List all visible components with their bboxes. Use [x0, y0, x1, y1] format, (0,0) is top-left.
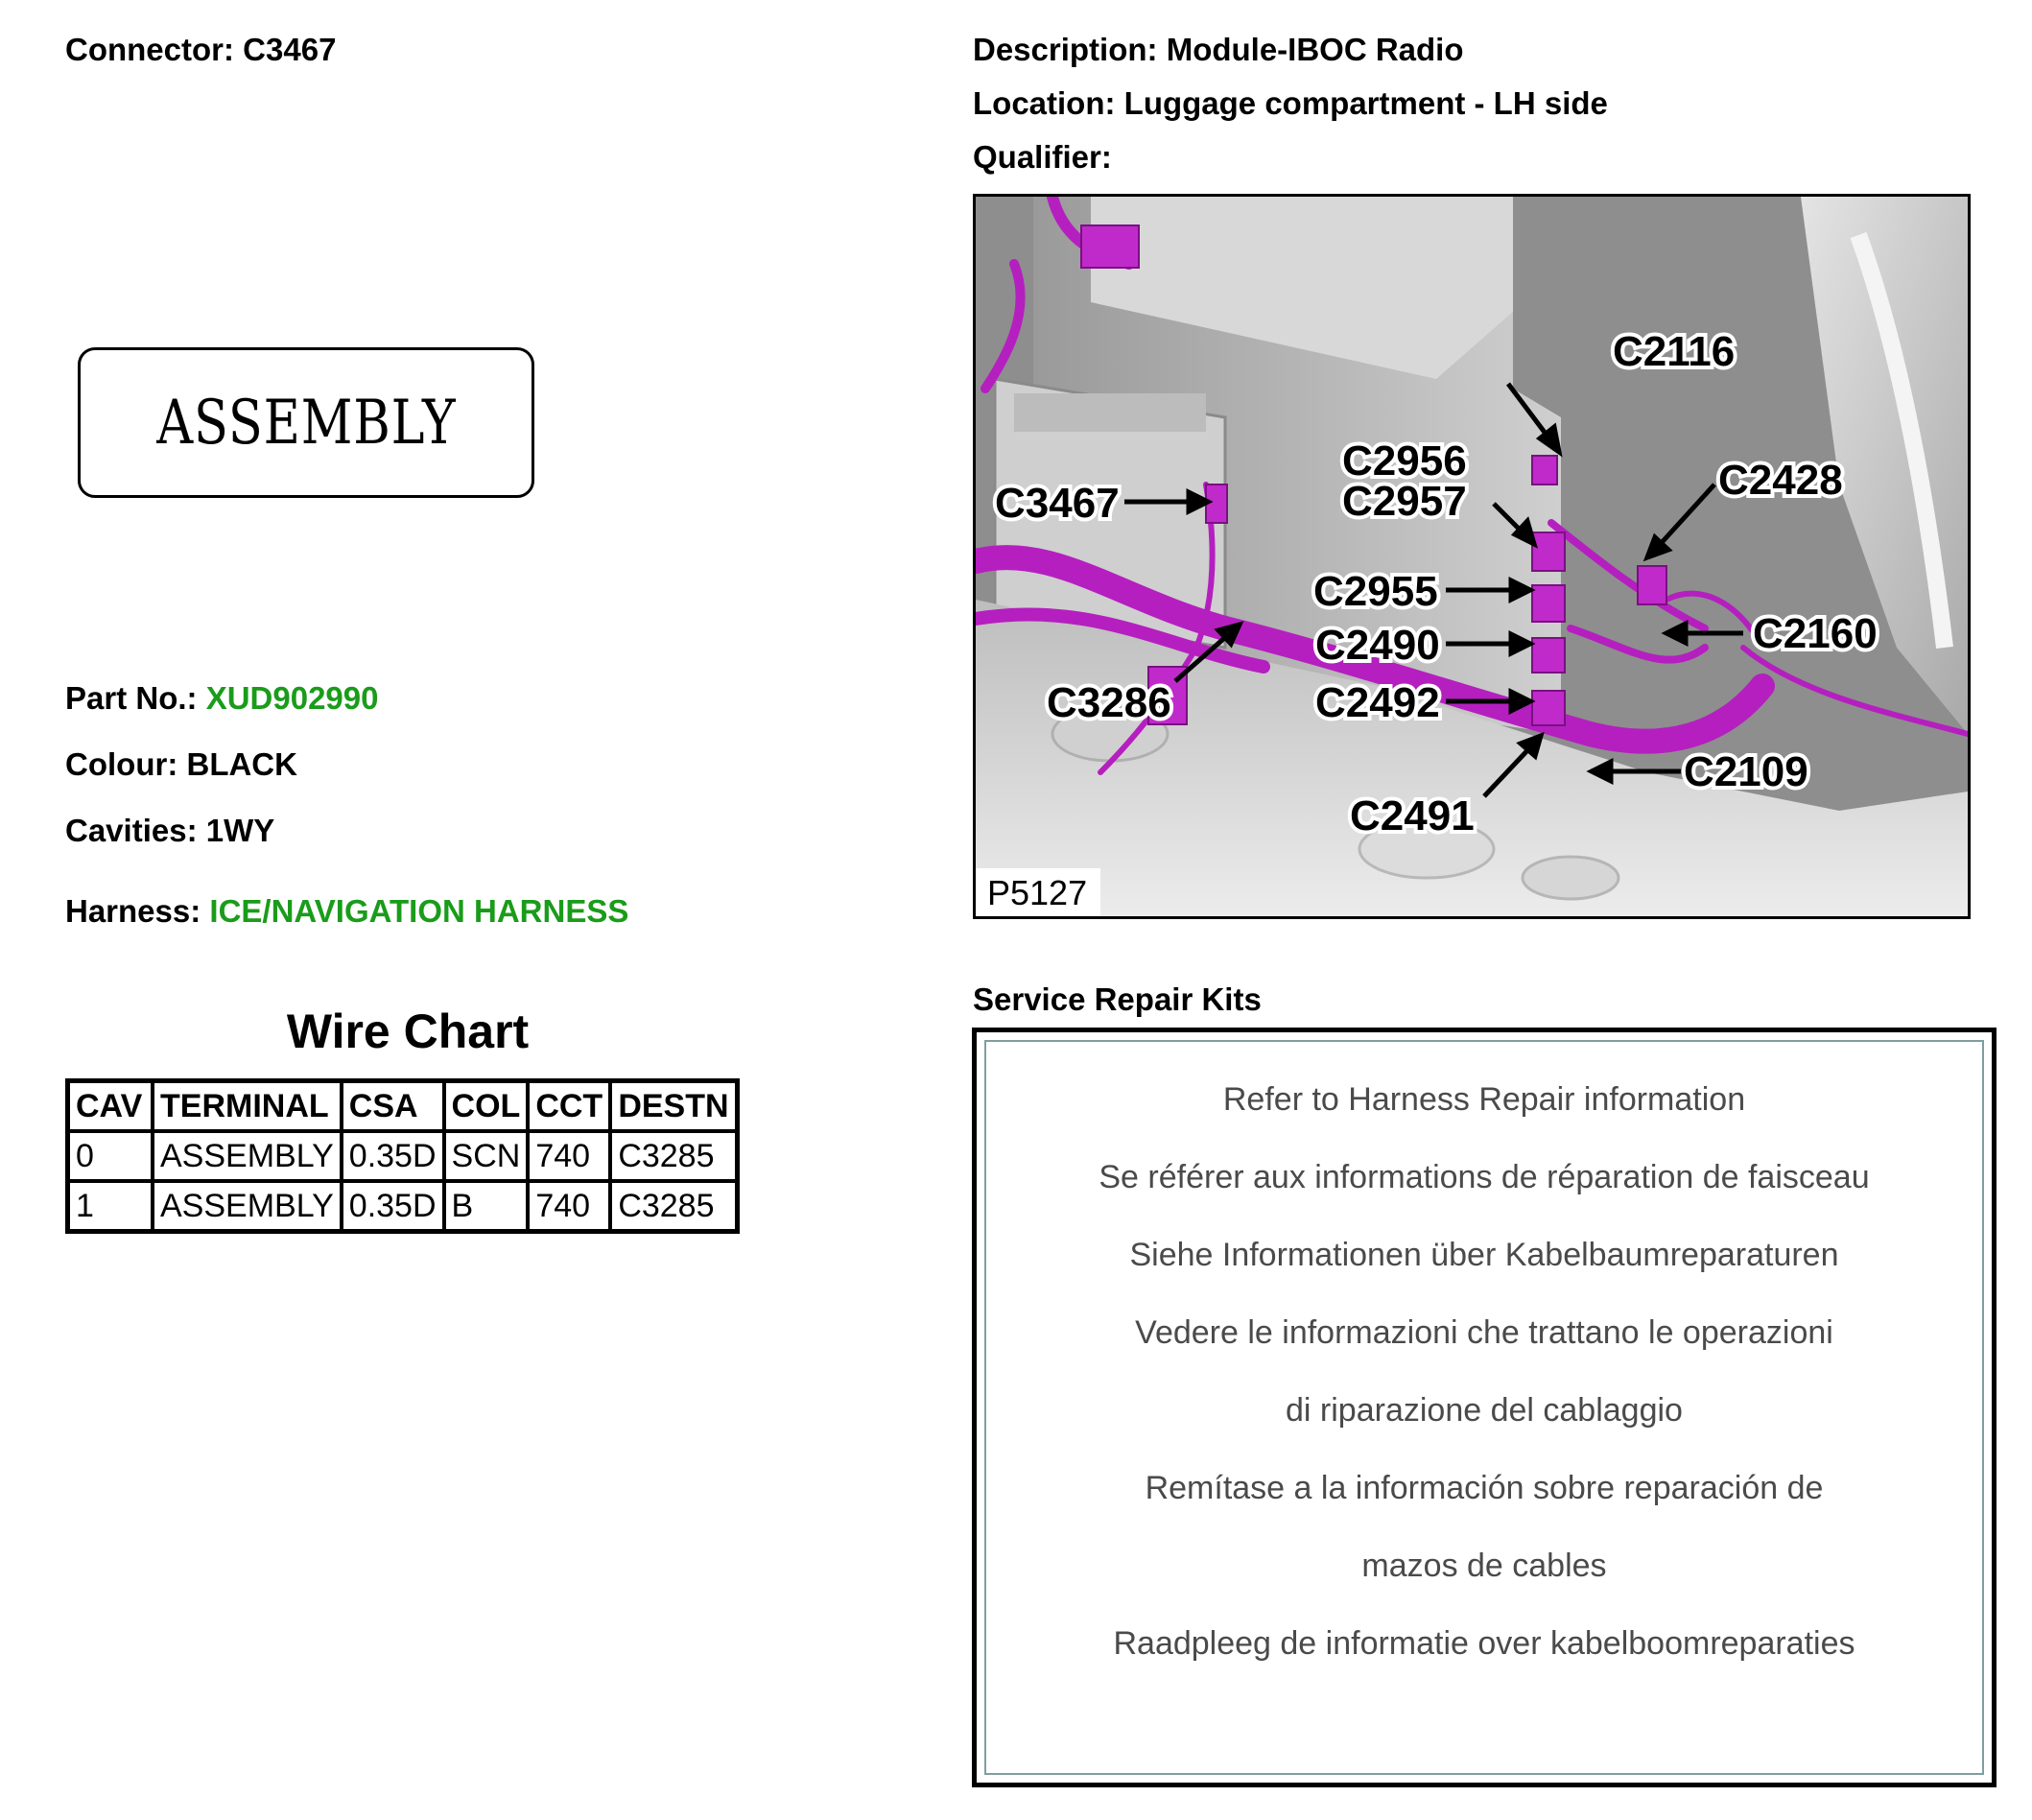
kit-line-dutch: Raadpleeg de informatie over kabelboomreparaties: [1113, 1625, 1855, 1662]
column-header-cct: CCT: [528, 1081, 610, 1132]
column-header-terminal: TERMINAL: [153, 1081, 342, 1132]
column-header-cav: CAV: [68, 1081, 154, 1132]
image-reference-code: P5127: [987, 873, 1088, 912]
colour-value: BLACK: [186, 746, 297, 782]
connector-face: [78, 347, 534, 498]
column-header-csa: CSA: [342, 1081, 444, 1132]
table-row: [68, 1181, 738, 1232]
location-value: Luggage compartment - LH side: [1123, 85, 1608, 121]
qualifier-label: Qualifier:: [973, 139, 1112, 175]
kit-line-italian-1: Vedere le informazioni che trattano le operazioni: [1135, 1314, 1833, 1351]
cell-terminal: ASSEMBLY: [153, 1181, 342, 1232]
callout-c2491: C2491: [1350, 792, 1475, 839]
cavities-value: 1WY: [205, 813, 275, 848]
cell-destn: C3285: [610, 1181, 737, 1232]
wire-chart-table: [65, 1078, 740, 1234]
location-line: [973, 84, 1608, 123]
colour-line: [65, 745, 297, 784]
location-label: Location:: [973, 85, 1116, 121]
harness-value: ICE/NAVIGATION HARNESS: [209, 893, 629, 929]
callout-c2957: C2957: [1342, 478, 1467, 525]
harness-label: Harness:: [65, 893, 201, 929]
qualifier-line: [973, 138, 1112, 177]
table-row: [68, 1131, 738, 1181]
column-header-col: COL: [444, 1081, 529, 1132]
description-line: [973, 31, 1464, 69]
module-connector-block: [1014, 393, 1206, 432]
kit-line-french: Se référer aux informations de réparation de faisceau: [1099, 1159, 1870, 1195]
cell-col: SCN: [444, 1131, 529, 1181]
cell-destn: C3285: [610, 1131, 737, 1181]
callout-c2116: C2116: [1613, 328, 1736, 375]
part-number-label: Part No.:: [65, 680, 198, 716]
wire-chart-title: Wire Chart: [286, 1005, 530, 1058]
cavities-label: Cavities:: [65, 813, 198, 848]
description-value: Module-IBOC Radio: [1166, 32, 1464, 67]
part-number-value: XUD902990: [205, 680, 379, 716]
callout-c2955: C2955: [1313, 568, 1438, 615]
connector-label: Connector:: [65, 32, 234, 67]
kit-line-english: Refer to Harness Repair information: [1222, 1081, 1746, 1118]
kit-line-spanish-1: Remítase a la información sobre reparación de: [1145, 1470, 1824, 1506]
kit-line-german: Siehe Informationen über Kabelbaumreparaturen: [1129, 1237, 1839, 1273]
cavities-line: [65, 812, 274, 850]
callout-c2109: C2109: [1684, 748, 1808, 795]
callout-c2956: C2956: [1342, 437, 1467, 485]
floor-recess: [1523, 857, 1619, 899]
service-repair-kits-inner-frame: [984, 1040, 1984, 1775]
kit-line-spanish-2: mazos de cables: [1361, 1548, 1607, 1584]
cell-csa: 0.35D: [342, 1131, 444, 1181]
connector-value: C3467: [243, 32, 337, 67]
description-label: Description:: [973, 32, 1158, 67]
location-illustration: [976, 197, 1968, 916]
callout-c3467: C3467: [995, 480, 1120, 527]
column-header-destn: DESTN: [610, 1081, 737, 1132]
cell-col: B: [444, 1181, 529, 1232]
connector-face-text: ASSEMBLY: [155, 387, 457, 459]
connector-line: [65, 31, 336, 69]
colour-label: Colour:: [65, 746, 178, 782]
cell-cct: 740: [528, 1181, 610, 1232]
table-header-row: [68, 1081, 738, 1132]
service-repair-kits-title: Service Repair Kits: [973, 981, 1262, 1017]
service-repair-kits-panel: [972, 1028, 1997, 1787]
callout-c2160: C2160: [1753, 610, 1878, 657]
connector-location-image: [973, 194, 1971, 919]
cell-cav: 1: [68, 1181, 154, 1232]
callout-c2428: C2428: [1718, 457, 1843, 504]
cell-terminal: ASSEMBLY: [153, 1131, 342, 1181]
callout-c3286: C3286: [1047, 679, 1171, 726]
cell-cct: 740: [528, 1131, 610, 1181]
part-number-line: [65, 679, 378, 718]
callout-c2490: C2490: [1315, 622, 1440, 669]
cell-csa: 0.35D: [342, 1181, 444, 1232]
service-repair-kits-text: [986, 1080, 1982, 1702]
kit-line-italian-2: di riparazione del cablaggio: [1286, 1392, 1683, 1429]
harness-line: [65, 892, 628, 931]
cell-cav: 0: [68, 1131, 154, 1181]
callout-c2492: C2492: [1315, 679, 1440, 726]
